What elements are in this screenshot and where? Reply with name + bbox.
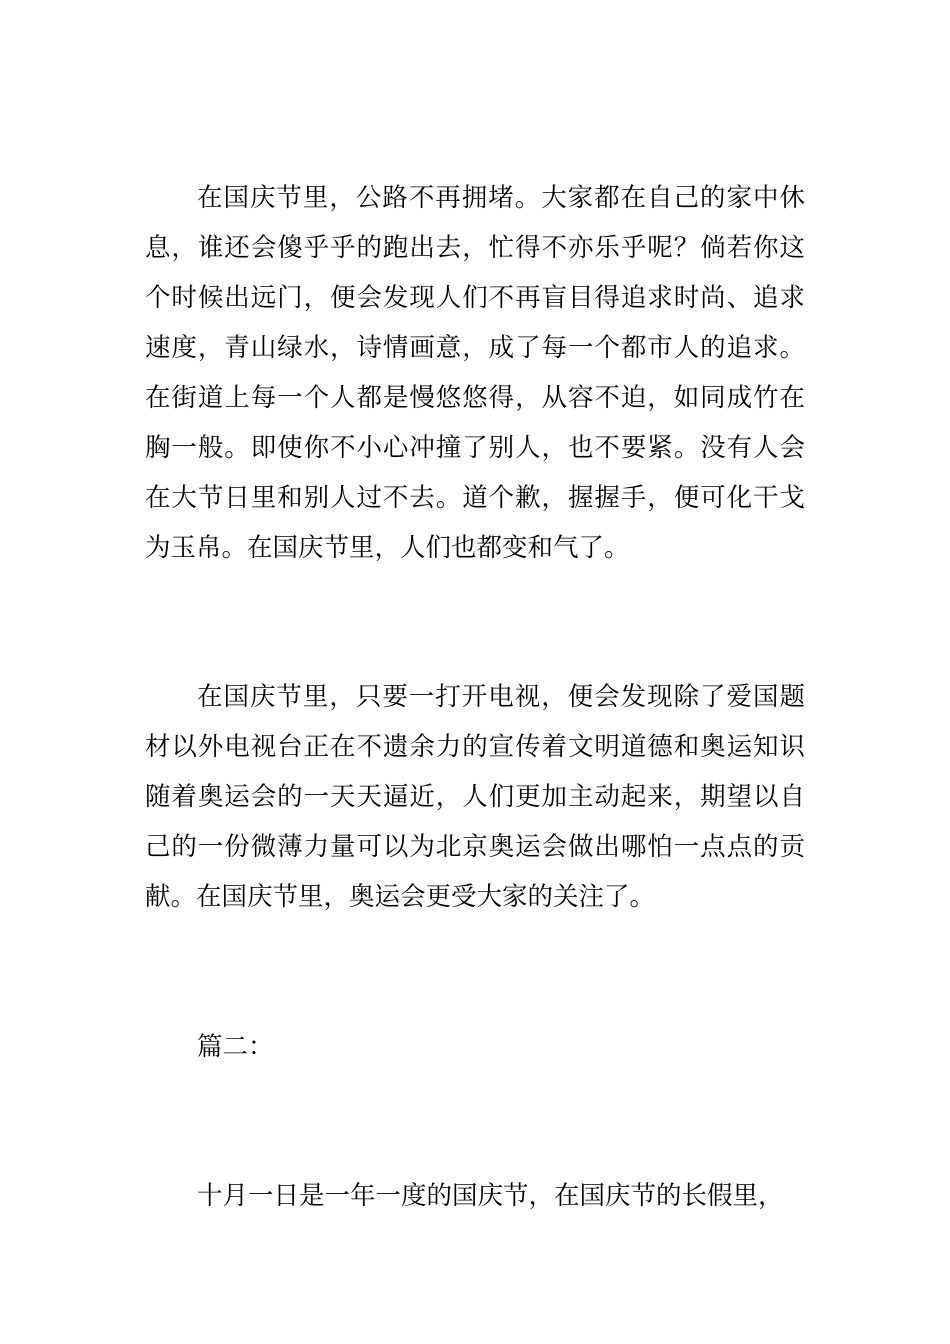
body-paragraph: 十月一日是一年一度的国庆节，在国庆节的长假里， bbox=[197, 1181, 784, 1211]
section-heading: 篇二： bbox=[197, 1032, 274, 1062]
body-paragraph: 在国庆节里，只要一打开电视，便会发现除了爱国题材以外电视台正在不遗余力的宣传着文明道德和奥运知识随着奥运会的一天天逼近，人们更加主动起来，期望以自己的一份微薄力量可以为北京奥运会做出哪怕一点点的贡献。在国庆节里，奥运会更受大家的关注了。 bbox=[145, 682, 805, 912]
body-paragraph: 在国庆节里，公路不再拥堵。大家都在自己的家中休息，谁还会傻乎乎的跑出去，忙得不亦乐乎呢？倘若你这个时候出远门，便会发现人们不再盲目得追求时尚、追求速度，青山绿水，诗情画意，成了每一个都市人的追求。在街道上每一个人都是慢悠悠得，从容不迫，如同成竹在胸一般。即使你不小心冲撞了别人，也不要紧。没有人会在大节日里和别人过不去。道个歉，握握手，便可化干戈为玉帛。在国庆节里，人们也都变和气了。 bbox=[145, 183, 805, 563]
